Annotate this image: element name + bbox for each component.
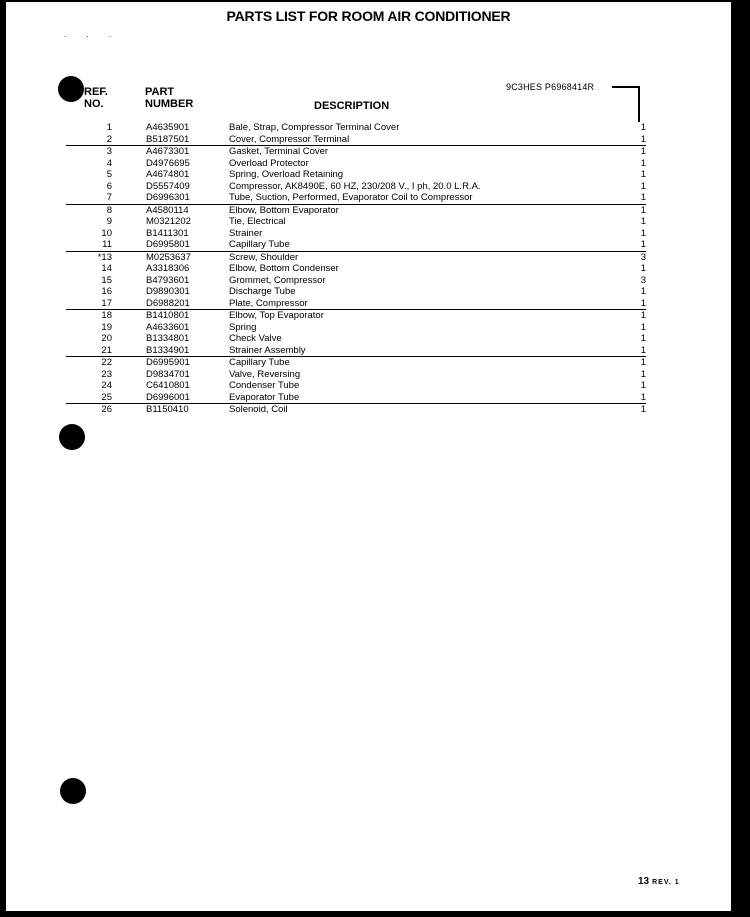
quantity-cell: 1 xyxy=(640,263,646,274)
table-row xyxy=(66,228,646,240)
page-title: PARTS LIST FOR ROOM AIR CONDITIONER xyxy=(226,8,511,24)
part-number-cell: C6410801 xyxy=(146,380,190,391)
header-ref-line1: REF. xyxy=(84,86,108,98)
description-cell: Cover, Compressor Terminal xyxy=(229,133,350,145)
description-cell: Overload Protector xyxy=(229,157,309,169)
description-cell: Capillary Tube xyxy=(229,357,290,368)
part-number-cell: M0321202 xyxy=(146,216,191,227)
part-number-cell: D6988201 xyxy=(146,297,190,309)
table-row xyxy=(66,263,646,275)
description-cell: Strainer Assembly xyxy=(229,344,306,356)
quantity-cell: 1 xyxy=(640,169,646,180)
part-number-cell: B1334801 xyxy=(146,333,190,344)
document-page xyxy=(6,2,731,911)
table-row xyxy=(66,298,646,310)
description-cell: Strainer xyxy=(229,227,263,239)
table-row xyxy=(66,181,646,193)
quantity-cell: 1 xyxy=(640,310,646,321)
ref-cell: 18 xyxy=(101,310,112,321)
part-number-cell: A4633601 xyxy=(146,321,190,333)
ref-cell: 22 xyxy=(101,357,112,368)
binder-hole-middle xyxy=(59,424,85,450)
ref-cell: *13 xyxy=(97,251,112,263)
ref-cell: 19 xyxy=(101,321,112,333)
part-number-cell: B1150410 xyxy=(146,404,189,415)
quantity-cell: 1 xyxy=(640,391,646,403)
table-row xyxy=(66,239,646,251)
table-row xyxy=(66,251,646,264)
quantity-cell: 1 xyxy=(640,180,646,192)
ref-cell: 23 xyxy=(101,368,112,380)
table-row xyxy=(66,145,646,158)
quantity-cell: 1 xyxy=(640,357,646,368)
revision-label: REV. 1 xyxy=(652,879,680,886)
quantity-cell: 3 xyxy=(640,274,646,286)
header-ref xyxy=(84,86,108,110)
part-number-cell: D6995801 xyxy=(146,239,190,250)
part-number-cell: A4674801 xyxy=(146,169,190,180)
ref-cell: 24 xyxy=(101,380,112,391)
part-number-cell: B4793601 xyxy=(146,274,190,286)
description-cell: Bale, Strap, Compressor Terminal Cover xyxy=(229,122,400,133)
ref-cell: 4 xyxy=(106,157,112,169)
ref-cell: 20 xyxy=(101,333,112,344)
model-number: 9C3HES P6968414R xyxy=(506,82,595,92)
ref-cell: 3 xyxy=(106,146,112,157)
table-row xyxy=(66,216,646,228)
table-row xyxy=(66,275,646,287)
quantity-cell: 1 xyxy=(640,297,646,309)
quantity-cell: 3 xyxy=(640,251,646,263)
quantity-cell: 1 xyxy=(640,368,646,380)
table-row xyxy=(66,333,646,345)
part-number-cell: B1410801 xyxy=(146,310,190,321)
description-cell: Plate, Compressor xyxy=(229,297,308,309)
ref-cell: 26 xyxy=(101,404,112,415)
page-number: 13 xyxy=(638,876,650,887)
part-number-cell: D9890301 xyxy=(146,286,190,297)
description-cell: Screw, Shoulder xyxy=(229,251,299,263)
quantity-cell: 1 xyxy=(640,192,646,203)
ref-cell: 21 xyxy=(101,344,112,356)
header-part-line2: NUMBER xyxy=(145,98,194,110)
description-cell: Compressor, AK8490E, 60 HZ, 230/208 V., I ph, 20.0 L.R.A. xyxy=(229,180,481,192)
quantity-cell: 1 xyxy=(640,404,646,415)
description-cell: Gasket, Terminal Cover xyxy=(229,146,329,157)
quantity-cell: 1 xyxy=(640,122,646,133)
part-number-cell: D6995901 xyxy=(146,357,190,368)
parts-table xyxy=(66,122,646,416)
part-number-cell: A4635901 xyxy=(146,122,190,133)
description-cell: Condenser Tube xyxy=(229,380,300,391)
table-row xyxy=(66,322,646,334)
ref-cell: 10 xyxy=(101,227,112,239)
binder-hole-top xyxy=(58,76,84,102)
header-part xyxy=(145,86,193,110)
table-row xyxy=(66,158,646,170)
description-cell: Grommet, Compressor xyxy=(229,274,326,286)
part-number-cell: B1334901 xyxy=(146,344,190,356)
ref-cell: 15 xyxy=(101,274,112,286)
description-cell: Valve, Reversing xyxy=(229,368,301,380)
description-cell: Capillary Tube xyxy=(229,239,290,250)
part-number-cell: D5557409 xyxy=(146,180,190,192)
description-cell: Solenoid, Coil xyxy=(229,404,288,415)
quantity-cell: 1 xyxy=(640,321,646,333)
table-row xyxy=(66,204,646,217)
description-cell: Tube, Suction, Performed, Evaporator Coil to Compressor xyxy=(229,192,473,203)
part-number-cell: D6996301 xyxy=(146,192,190,203)
table-row xyxy=(66,309,646,322)
scan-specks: . . . xyxy=(64,30,121,39)
part-number-cell: D4976695 xyxy=(146,157,190,169)
ref-cell: 17 xyxy=(101,297,112,309)
description-cell: Discharge Tube xyxy=(229,286,296,297)
model-bracket xyxy=(612,86,640,122)
ref-cell: 7 xyxy=(106,192,112,203)
ref-cell: 5 xyxy=(106,169,112,180)
ref-cell: 11 xyxy=(102,239,112,250)
quantity-cell: 1 xyxy=(640,157,646,169)
ref-cell: 14 xyxy=(101,263,112,274)
ref-cell: 16 xyxy=(101,286,112,297)
header-description: DESCRIPTION xyxy=(314,100,390,112)
table-row xyxy=(66,380,646,392)
description-cell: Elbow, Top Evaporator xyxy=(229,310,324,321)
header-ref-line2: NO. xyxy=(84,98,104,110)
table-row xyxy=(66,169,646,181)
binder-hole-bottom xyxy=(60,778,86,804)
description-cell: Elbow, Bottom Evaporator xyxy=(229,204,339,216)
table-row xyxy=(66,345,646,357)
table-row xyxy=(66,134,646,146)
part-number-cell: B5187501 xyxy=(146,133,190,145)
page-footer xyxy=(638,876,680,887)
part-number-cell: A4673301 xyxy=(146,146,190,157)
description-cell: Spring xyxy=(229,321,257,333)
ref-cell: 1 xyxy=(106,122,112,133)
quantity-cell: 1 xyxy=(640,286,646,297)
part-number-cell: D6996001 xyxy=(146,391,190,403)
quantity-cell: 1 xyxy=(640,333,646,344)
description-cell: Spring, Overload Retaining xyxy=(229,169,344,180)
quantity-cell: 1 xyxy=(640,227,646,239)
ref-cell: 6 xyxy=(106,180,112,192)
table-row xyxy=(66,286,646,298)
quantity-cell: 1 xyxy=(640,133,646,145)
ref-cell: 25 xyxy=(101,391,112,403)
table-row xyxy=(66,392,646,404)
quantity-cell: 1 xyxy=(640,239,646,250)
quantity-cell: 1 xyxy=(640,380,646,391)
ref-cell: 2 xyxy=(106,133,112,145)
part-number-cell: M0253637 xyxy=(146,251,191,263)
quantity-cell: 1 xyxy=(640,204,646,216)
table-row xyxy=(66,403,646,416)
description-cell: Tie, Electrical xyxy=(229,216,286,227)
quantity-cell: 1 xyxy=(640,216,646,227)
ref-cell: 9 xyxy=(106,216,112,227)
quantity-cell: 1 xyxy=(640,344,646,356)
description-cell: Check Valve xyxy=(229,333,282,344)
description-cell: Elbow, Bottom Condenser xyxy=(229,263,339,274)
header-part-line1: PART xyxy=(145,86,175,98)
quantity-cell: 1 xyxy=(640,146,646,157)
table-row xyxy=(66,356,646,369)
part-number-cell: D9834701 xyxy=(146,368,190,380)
ref-cell: 8 xyxy=(106,204,112,216)
table-row xyxy=(66,369,646,381)
part-number-cell: B1411301 xyxy=(146,227,189,239)
part-number-cell: A4580114 xyxy=(146,204,189,216)
part-number-cell: A3318306 xyxy=(146,263,190,274)
description-cell: Evaporator Tube xyxy=(229,391,300,403)
table-row xyxy=(66,122,646,134)
table-row xyxy=(66,192,646,204)
